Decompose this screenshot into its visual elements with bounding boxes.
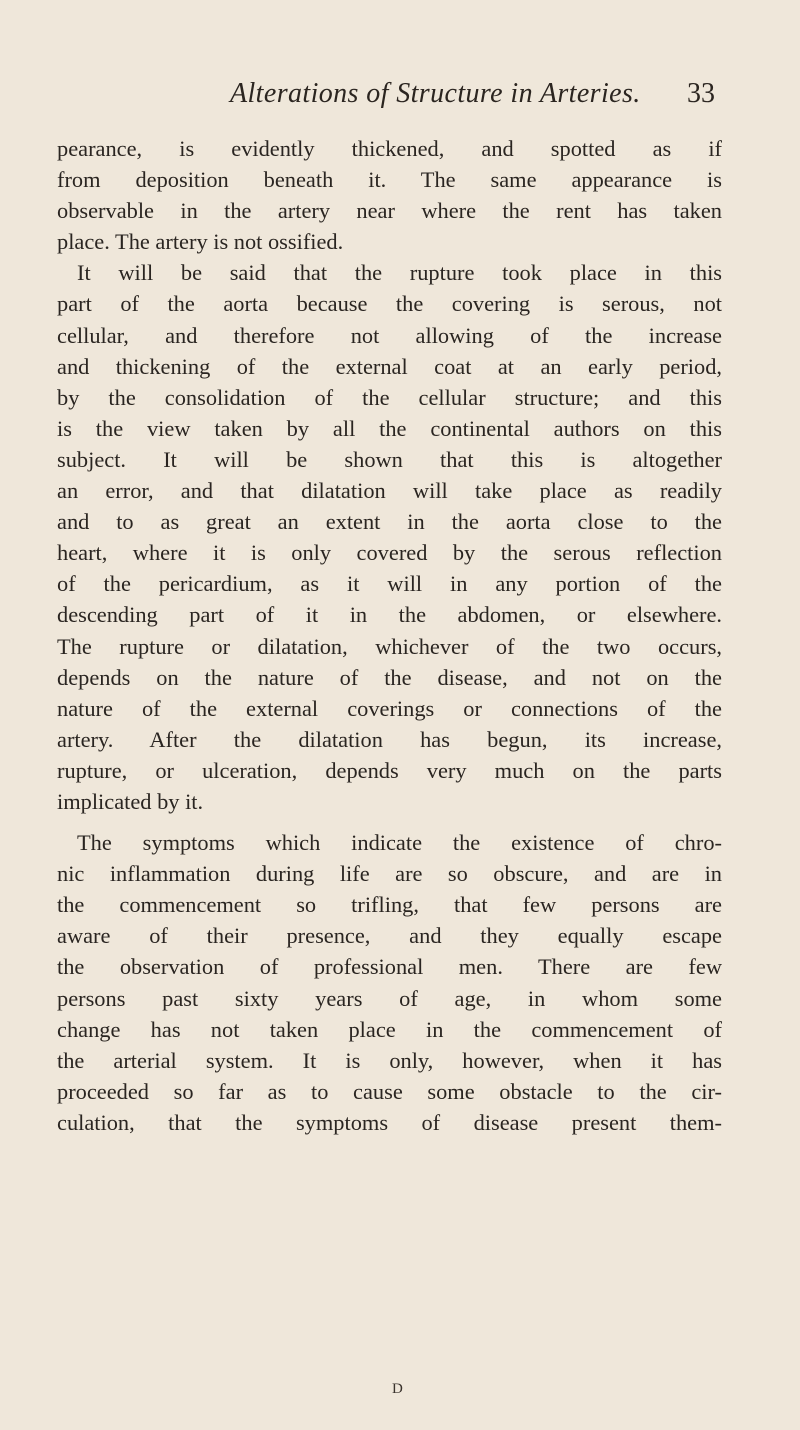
text-line: aware of their presence, and they equally escape	[57, 923, 722, 949]
paragraph	[57, 827, 722, 1138]
text-line: depends on the nature of the disease, and not on the	[57, 664, 722, 690]
text-line: artery. After the dilatation has begun, its increase,	[57, 726, 722, 752]
text-line: the observation of professional men. There are few	[57, 954, 722, 980]
text-line: cellular, and therefore not allowing of the increase	[57, 322, 722, 348]
text-line: an error, and that dilatation will take place as readily	[57, 478, 722, 504]
paragraph-spacer	[57, 817, 722, 827]
text-line: the arterial system. It is only, however, when it has	[57, 1047, 722, 1073]
text-line: The rupture or dilatation, whichever of the two occurs,	[57, 633, 722, 659]
text-line: by the consolidation of the cellular structure; and this	[57, 384, 722, 410]
paragraph	[57, 257, 722, 817]
text-line: subject. It will be shown that this is altogether	[57, 446, 722, 472]
running-head-title: Alterations of Structure in Arteries.	[230, 78, 641, 109]
text-line: It will be said that the rupture took place in this	[77, 260, 722, 286]
text-line: the commencement so trifling, that few persons are	[57, 892, 722, 918]
signature-mark: D	[392, 1381, 403, 1397]
text-line: part of the aorta because the covering is serous, not	[57, 291, 722, 317]
text-line: of the pericardium, as it will in any portion of the	[57, 571, 722, 597]
text-line: persons past sixty years of age, in whom some	[57, 985, 722, 1011]
text-line: change has not taken place in the commencement of	[57, 1016, 722, 1042]
text-line: from deposition beneath it. The same appearance is	[57, 167, 722, 193]
text-line: implicated by it.	[57, 788, 204, 814]
text-line: descending part of it in the abdomen, or elsewhere.	[57, 602, 722, 628]
paragraph	[57, 133, 722, 257]
text-line: and thickening of the external coat at an early period,	[57, 353, 722, 379]
text-line: nature of the external coverings or connections of the	[57, 695, 722, 721]
text-line: is the view taken by all the continental authors on this	[57, 415, 722, 441]
body-text	[57, 133, 722, 1138]
text-line: pearance, is evidently thickened, and spotted as if	[57, 136, 722, 161]
text-line: observable in the artery near where the rent has taken	[57, 198, 722, 224]
text-line: The symptoms which indicate the existence of chro-	[77, 830, 722, 856]
page-number: 33	[687, 78, 715, 109]
text-line: proceeded so far as to cause some obstacle to the cir-	[57, 1078, 722, 1104]
text-line: culation, that the symptoms of disease present them-	[57, 1109, 722, 1135]
text-line: nic inflammation during life are so obscure, and are in	[57, 861, 722, 887]
text-line: heart, where it is only covered by the serous reflection	[57, 540, 722, 566]
text-line: and to as great an extent in the aorta close to the	[57, 509, 722, 535]
text-line: rupture, or ulceration, depends very much on the parts	[57, 757, 722, 783]
text-line: place. The artery is not ossified.	[57, 229, 344, 255]
